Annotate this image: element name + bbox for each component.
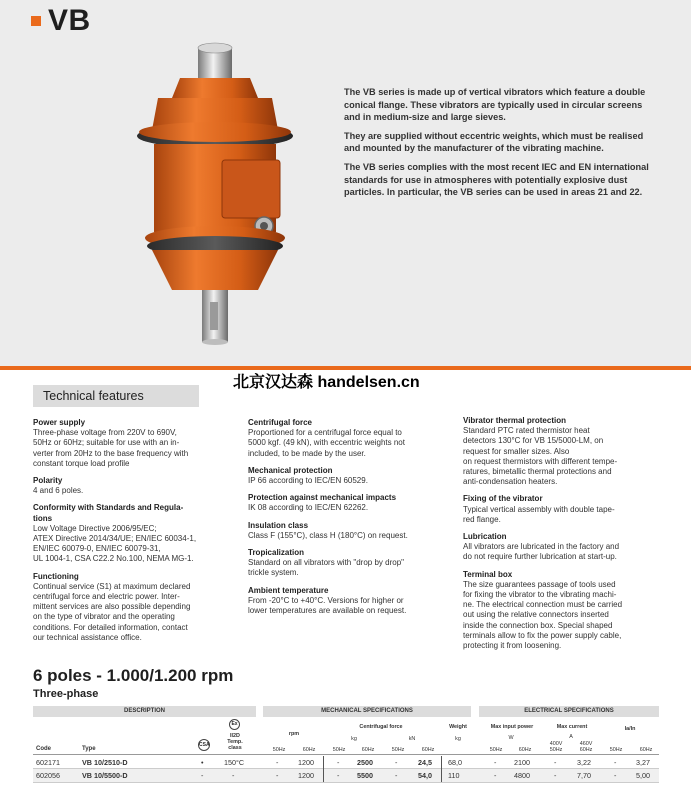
feature-section [463,532,659,563]
cell-rpm-50hz: - [276,758,279,767]
features-column-1 [33,418,218,650]
table-header-rule [33,754,659,755]
feature-heading: Conformity with Standards and Regula- tions [33,503,184,523]
phase-subtitle: Three-phase [33,688,99,700]
feature-body: Continual service (S1) at maximum declared centrifugal force and electric power. Inter- mittent services are also possible depending on the type of vibrator and the operating conditions. For detailed information, contact our technical assistance office. [33,581,191,642]
intro-paragraph-3: The VB series complies with the most recent IEC and EN international standards for use in atmospheres with potentially explosive dust particles. In particular, the VB series can be used in areas 21 and 22. [344,161,649,198]
group-header-description: DESCRIPTION [33,706,256,717]
feature-section [248,466,438,486]
cell-type: VB 10/5500-D [82,771,128,780]
cell-csa: - [201,771,204,780]
header-kg-50hz: 50Hz [332,747,346,753]
feature-section [463,570,659,652]
cell-kn-50hz: - [395,758,398,767]
header-power-unit: W [508,735,514,741]
header-kg: kg [351,736,357,742]
feature-heading: Protection against mechanical impacts [248,493,397,503]
header-weight-unit: kg [455,736,461,742]
feature-section [33,476,218,496]
header-ii2d: II2D [230,733,240,739]
feature-heading: Fixing of the vibrator [463,494,543,504]
feature-section [248,418,438,459]
cell-kg-60hz: 2500 [357,758,373,767]
cell-iain-60hz: 3,27 [636,758,650,767]
header-current-50hz: 50Hz [549,747,563,753]
cell-rpm-50hz: - [276,771,279,780]
page-title: VB [48,4,91,37]
table-row-rule [33,768,659,769]
intro-text [344,86,650,205]
header-current-400v: 400V [549,741,563,747]
feature-body: IP 66 according to IEC/EN 60529. [248,476,368,486]
cell-iain-50hz: - [614,758,617,767]
feature-body: The size guarantees passage of tools used for fixing the vibrator to the vibrating machi- ne. The electrical connection must be carried out using the relative connectors inserted inside the connection box. Special shaped terminals allow to fix the power supply cable, protecting it from loosening. [463,579,623,651]
cell-kn-60hz: 24,5 [418,758,432,767]
header-type: Type [82,746,96,752]
cell-kg-60hz: 5500 [357,771,373,780]
feature-body: IK 08 according to IEC/EN 62262. [248,503,369,513]
cell-code: 602056 [36,771,60,780]
header-current-460v: 460V [579,741,593,747]
feature-body: Class F (155°C), class H (180°C) on request. [248,530,408,540]
header-temp: Temp. [227,739,243,745]
feature-body: Three-phase voltage from 220V to 690V, 50Hz or 60Hz; suitable for use with an in- verter from 20Hz to the base frequency with constant torque load profile [33,428,189,468]
cell-iain-50hz: - [614,771,617,780]
feature-heading: Vibrator thermal protection [463,416,566,425]
cell-power-50hz: - [494,771,497,780]
cell-current-50hz: - [554,758,557,767]
intro-paragraph-1: The VB series is made up of vertical vibrators which feature a double conical flange. These vibrators are typically used in circular screens and in medium-size and large sieves. [344,87,646,123]
feature-section [463,416,659,487]
cell-type: VB 10/2510-D [82,758,128,767]
cell-power-60hz: 2100 [514,758,530,767]
cell-rpm-60hz: 1200 [298,771,314,780]
feature-heading: Polarity [33,476,63,486]
header-kn-50hz: 50Hz [391,747,405,753]
poles-title: 6 poles - 1.000/1.200 rpm [33,666,234,685]
feature-section [248,548,438,579]
header-kn-60hz: 60Hz [421,747,435,753]
header-current-unit: A [569,734,573,740]
feature-heading: Ambient temperature [248,585,329,595]
atex-ex-icon: Ex [229,719,240,730]
feature-body: Low Voltage Directive 2006/95/EC; ATEX Directive 2014/34/UE; EN/IEC 60034-1, EN/IEC 60079-0, EN/IEC 60079-31, UL 1004-1, CSA C22.2 No.100, NEMA MG-1. [33,523,197,564]
cell-power-60hz: 4800 [514,771,530,780]
cell-kg-50hz: - [337,771,340,780]
feature-body: All vibrators are lubricated in the factory and do not require further lubrication at start-up. [463,542,620,562]
feature-heading: Centrifugal force [248,418,313,427]
header-max-input-power: Max input power [490,724,534,730]
vibrator-motor-image [118,40,318,350]
cell-rpm-60hz: 1200 [298,758,314,767]
cell-kn-60hz: 54,0 [418,771,432,780]
intro-paragraph-2: They are supplied without eccentric weights, which must be realised and mounted by the manufacturer of the vibrating machine. [344,130,644,154]
features-column-3 [463,416,659,658]
highlight-column-left-rule [323,756,324,782]
cell-weight: 68,0 [448,758,462,767]
header-rpm: rpm [288,731,300,737]
cell-temp: - [232,771,235,780]
feature-heading: Terminal box [463,569,513,579]
header-iain-50hz: 50Hz [609,747,623,753]
feature-body: From -20°C to +40°C. Versions for higher or lower temperatures are available on request. [248,595,407,616]
group-header-electrical: ELECTRICAL SPECIFICATIONS [479,706,659,717]
feature-heading: Lubrication [463,532,507,542]
header-code: Code [36,746,51,752]
cell-kg-50hz: - [337,758,340,767]
feature-section [33,503,218,564]
feature-body: Typical vertical assembly with double tape- red flange. [463,504,615,524]
cell-current-50hz: - [554,771,557,780]
header-max-current: Max current [556,724,588,730]
csa-certification-icon: CSA [198,739,210,751]
feature-section [463,494,659,525]
cell-current-60hz: 7,70 [577,771,591,780]
header-power-60hz: 60Hz [518,747,532,753]
cell-power-50hz: - [494,758,497,767]
feature-heading: Functioning [33,571,79,581]
header-kn: kN [408,736,416,742]
feature-body: Proportioned for a centrifugal force equal to 5000 kgf. (49 kN), with eccentric weights not included, to be made by the user. [248,428,405,458]
feature-section [248,493,438,513]
cell-current-60hz: 3,22 [577,758,591,767]
header-ia-in: Ia/In [624,726,636,732]
highlight-column-right-rule [441,756,442,782]
technical-features-title: Technical features [43,389,144,403]
feature-body: Standard PTC rated thermistor heat detectors 130°C for VB 15/5000-LM, on request for smaller sizes. Also on request thermistors with different tempe- ratures, bimetallic thermal protections and anti-condensation heaters. [463,426,618,487]
header-weight: Weight [449,724,467,730]
header-rpm-50hz: 50Hz [272,747,286,753]
table-row-rule [33,782,659,783]
cell-code: 602171 [36,758,60,767]
header-kg-60hz: 60Hz [361,747,375,753]
header-power-50hz: 50Hz [489,747,503,753]
feature-section [248,586,438,617]
features-column-2 [248,418,438,623]
watermark: 北京汉达森 handelsen.cn [233,374,420,391]
feature-heading: Insulation class [248,520,309,530]
feature-body: 4 and 6 poles. [33,486,84,496]
header-class: class [228,745,242,751]
group-header-mechanical: MECHANICAL SPECIFICATIONS [263,706,471,717]
feature-heading: Mechanical protection [248,465,333,475]
feature-body: Standard on all vibrators with "drop by drop" trickle system. [248,558,404,578]
brand-square-icon [31,16,41,26]
feature-heading: Tropicalization [248,548,305,558]
header-rpm-60hz: 60Hz [302,747,316,753]
feature-section [248,521,438,541]
feature-heading: Power supply [33,418,86,427]
feature-section [33,418,218,469]
cell-kn-50hz: - [395,771,398,780]
cell-temp: 150°C [224,758,245,767]
header-iain-60hz: 60Hz [639,747,653,753]
cell-iain-60hz: 5,00 [636,771,650,780]
header-current-60hz: 60Hz [579,747,593,753]
cell-weight: 110 [448,771,460,780]
feature-section [33,572,218,643]
header-centrifugal-force: Centrifugal force [359,724,403,730]
cell-csa: • [201,758,204,767]
